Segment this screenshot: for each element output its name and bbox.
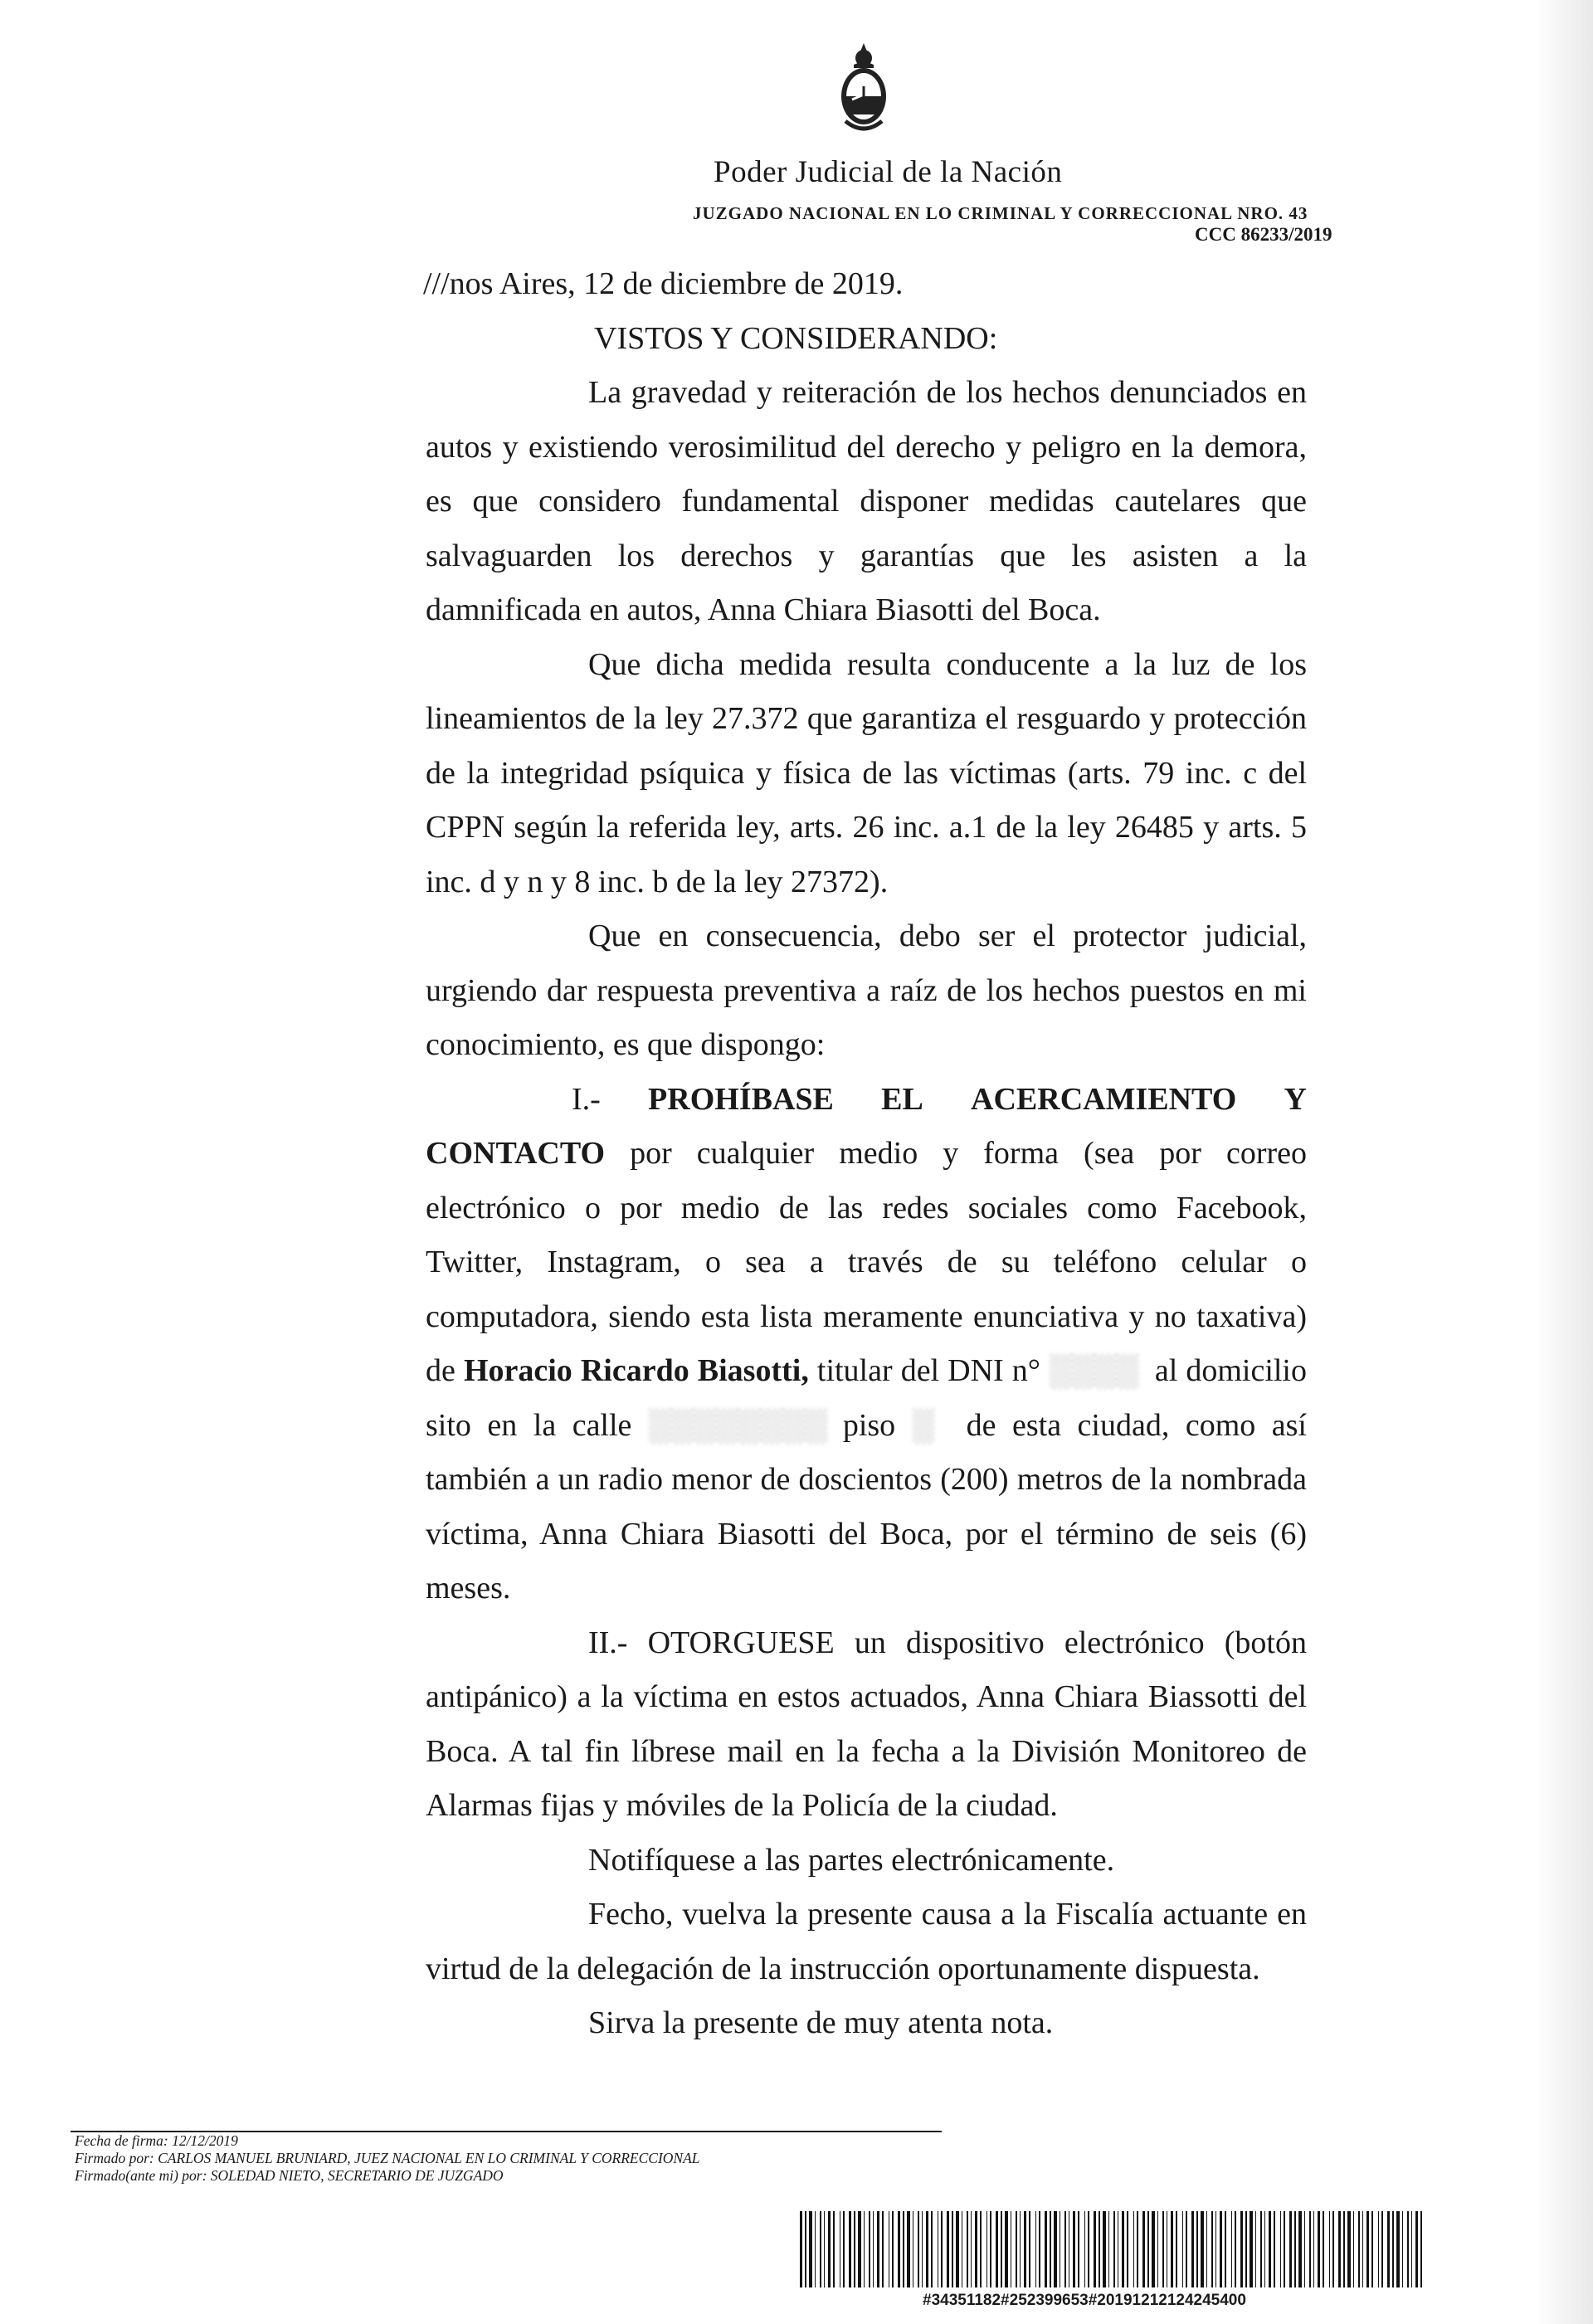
- barcode-bar: [1280, 2211, 1281, 2287]
- barcode-bar: [1358, 2211, 1360, 2287]
- barcode-bar: [1362, 2211, 1363, 2287]
- signature-footer: [75, 2132, 987, 2185]
- barcode-bar: [1415, 2211, 1418, 2287]
- barcode-bar: [1073, 2211, 1075, 2287]
- barcode-bar: [1338, 2211, 1341, 2287]
- barcode-bar: [1323, 2211, 1324, 2287]
- barcode-bar: [1353, 2211, 1354, 2287]
- barcode-bar: [1103, 2211, 1106, 2287]
- item-one-heading: [426, 1073, 1307, 1128]
- barcode-bar: [1191, 2211, 1194, 2287]
- barcode-bar: [947, 2211, 949, 2287]
- barcode-bar: [1016, 2211, 1017, 2287]
- item-one-text-c: al domicilio sito en la calle: [426, 1353, 1307, 1443]
- barcode-bar: [1113, 2211, 1115, 2287]
- signed-by-judge: Firmado por: CARLOS MANUEL BRUNIARD, JUEZ NACIONAL EN LO CRIMINAL Y CORRECCIONAL: [75, 2150, 700, 2166]
- barcode-bar: [1402, 2211, 1403, 2287]
- barcode-bar: [1298, 2211, 1302, 2287]
- barcode-bar: [1186, 2211, 1187, 2287]
- barcode-bar: [996, 2211, 998, 2287]
- barcode-bar: [990, 2211, 991, 2287]
- closing-line: Sirva la presente de muy atenta nota.: [588, 2005, 1054, 2040]
- barcode-bar: [922, 2211, 923, 2287]
- barcode-bar: [1411, 2211, 1412, 2287]
- barcode-bar: [1020, 2211, 1021, 2287]
- barcode-bar: [1206, 2211, 1207, 2287]
- barcode-bar: [1162, 2211, 1164, 2287]
- barcode-bar: [1152, 2211, 1155, 2287]
- item-one-text-b: titular del DNI n°: [808, 1353, 1040, 1388]
- barcode-bar: [918, 2211, 919, 2287]
- barcode-bar: [1318, 2211, 1320, 2287]
- signature-date: Fecha de firma: 12/12/2019: [75, 2132, 238, 2149]
- date-line: ///nos Aires, 12 de diciembre de 2019.: [423, 266, 904, 301]
- barcode-bar: [903, 2211, 904, 2287]
- barcode-bar: [1176, 2211, 1177, 2287]
- barcode-bar: [1420, 2211, 1422, 2287]
- barcode-bar: [864, 2211, 865, 2287]
- barcode-bar: [1039, 2211, 1040, 2287]
- barcode-bar: [1245, 2211, 1247, 2287]
- barcode-bar: [986, 2211, 987, 2287]
- barcode-bar: [1137, 2211, 1138, 2287]
- barcode-bar: [1029, 2211, 1030, 2287]
- barcode-bar: [1274, 2211, 1275, 2287]
- institution-title: Poder Judicial de la Nación: [714, 155, 1063, 189]
- barcode-bar: [1309, 2211, 1311, 2287]
- barcode-bar: [1235, 2211, 1236, 2287]
- barcode-bar: [1255, 2211, 1256, 2287]
- court-name: JUZGADO NACIONAL EN LO CRIMINAL Y CORRECCIONAL NRO. 43: [693, 203, 1308, 223]
- page-edge-shadow: [1535, 0, 1593, 2324]
- barcode-bar: [1289, 2211, 1292, 2287]
- barcode-bar: [869, 2211, 870, 2287]
- barcode-bar: [1343, 2211, 1345, 2287]
- barcode-bar: [1182, 2211, 1183, 2287]
- barcode-bar: [1084, 2211, 1085, 2287]
- barcode-bar: [1264, 2211, 1265, 2287]
- barcode-bar: [892, 2211, 894, 2287]
- item-one-text-a: por cualquier medio y forma (sea por correo electrónico o por medio de las redes sociales como Facebook, Twitter, Instagram, o sea a través de su teléfono celular o computadora, siendo esta lista meramente enunciativa y no taxativa) de: [426, 1136, 1307, 1388]
- barcode-bar: [1225, 2211, 1226, 2287]
- barcode-bar: [980, 2211, 982, 2287]
- item-two-paragraph: II.- OTORGUESE un dispositivo electrónico (botón antipánico) a la víctima en estos actuados, Anna Chiara Biassotti del Boca. A tal fin líbrese mail en la fecha a la División Monitoreo de Alarmas fijas y móviles de la Policía de la ciudad.: [426, 1625, 1307, 1823]
- barcode-bar: [1035, 2211, 1036, 2287]
- barcode-bar: [1099, 2211, 1100, 2287]
- barcode-bar: [1157, 2211, 1158, 2287]
- vistos-heading: VISTOS Y CONSIDERANDO:: [594, 320, 998, 356]
- barcode-bar: [952, 2211, 953, 2287]
- barcode-bar: [1396, 2211, 1400, 2287]
- barcode-bar: [849, 2211, 851, 2287]
- item-one-numeral: I.-: [572, 1081, 601, 1117]
- barcode-bar: [1054, 2211, 1057, 2287]
- barcode-bar: [873, 2211, 874, 2287]
- barcode-bar: [800, 2211, 802, 2287]
- barcode-bar: [1366, 2211, 1369, 2287]
- paragraph-consecuencia: Que en consecuencia, debo ser el protector judicial, urgiendo dar respuesta preventiva a raíz de los hechos puestos en mi conocimiento, es que dispongo:: [426, 918, 1307, 1062]
- resolution-body: [423, 257, 1307, 2051]
- barcode-bar: [828, 2211, 831, 2287]
- barcode-bar: [1005, 2211, 1008, 2287]
- fecho-paragraph: Fecho, vuelva la presente causa a la Fiscalía actuante en virtud de la delegación de la instrucción oportunamente dispuesta.: [426, 1897, 1307, 1986]
- barcode-bar: [820, 2211, 821, 2287]
- barcode-bar: [882, 2211, 884, 2287]
- item-one-paragraph: [426, 1127, 1307, 1616]
- barcode-bar: [975, 2211, 977, 2287]
- barcode-bar: [1215, 2211, 1216, 2287]
- barcode-bar: [1329, 2211, 1330, 2287]
- barcode-bar: [815, 2211, 816, 2287]
- barcode-bar: [898, 2211, 900, 2287]
- barcode-bar: [1045, 2211, 1047, 2287]
- barcode-bar: [1387, 2211, 1390, 2287]
- barcode-bar: [967, 2211, 968, 2287]
- item-one-contacto: CONTACTO: [426, 1136, 606, 1171]
- barcode-bar: [1407, 2211, 1409, 2287]
- barcode-bar: [1392, 2211, 1394, 2287]
- barcode-bar: [805, 2211, 806, 2287]
- item-one-word-2: EL: [881, 1081, 923, 1117]
- barcode-bar: [1142, 2211, 1145, 2287]
- barcode-bar: [971, 2211, 972, 2287]
- barcode-bar: [1122, 2211, 1124, 2287]
- barcode-bar: [833, 2211, 835, 2287]
- barcode-bar: [1133, 2211, 1134, 2287]
- notify-line: Notifíquese a las partes electrónicamente.: [588, 1842, 1115, 1878]
- barcode-bar: [1304, 2211, 1305, 2287]
- barcode-bar: [1064, 2211, 1066, 2287]
- barcode-image: [800, 2211, 1430, 2287]
- paragraph-ley-27372: Que dicha medida resulta conducente a la luz de los lineamientos de la ley 27.372 que garantiza el resguardo y protección de la integridad psíquica y física de las víctimas (arts. 79 inc. c del CPPN según la referida ley, arts. 26 inc. a.1 de la ley 26485 y arts. 5 inc. d y n y 8 inc. b de la ley 27372).: [426, 646, 1307, 899]
- barcode-bar: [843, 2211, 845, 2287]
- barcode-bar: [1284, 2211, 1285, 2287]
- barcode-bar: [1240, 2211, 1243, 2287]
- barcode-bar: [1381, 2211, 1383, 2287]
- barcode-bar: [1088, 2211, 1089, 2287]
- barcode-bar: [1196, 2211, 1198, 2287]
- item-one-word-4: Y: [1284, 1081, 1307, 1117]
- barcode-bar: [926, 2211, 928, 2287]
- item-one-word-1: PROHÍBASE: [648, 1081, 834, 1117]
- barcode-bar: [1231, 2211, 1232, 2287]
- item-one-text-e: de esta ciudad, como así también a un radio menor de doscientos (200) metros de la nombrada víctima, Anna Chiara Biasotti del Boca, por el término de seis (6) meses.: [426, 1407, 1307, 1605]
- barcode-bar: [1220, 2211, 1222, 2287]
- barcode-bar: [1108, 2211, 1109, 2287]
- barcode-bar: [1050, 2211, 1051, 2287]
- barcode-bar: [1347, 2211, 1351, 2287]
- barcode-bar: [907, 2211, 910, 2287]
- barcode-bar: [1211, 2211, 1213, 2287]
- accused-name: Horacio Ricardo Biasotti,: [463, 1353, 809, 1388]
- barcode-bar: [1001, 2211, 1002, 2287]
- paragraph-gravedad: La gravedad y reiteración de los hechos denunciados en autos y existiendo verosimilitud del derecho y peligro en la demora, es que considero fundamental disponer medidas cautelares que salvaguarden los derechos y garantías que les asisten a la damnificada en autos, Anna Chiara Biasotti del Boca.: [426, 375, 1307, 627]
- barcode-bar: [1078, 2211, 1079, 2287]
- barcode-bar: [1378, 2211, 1379, 2287]
- redacted-dni: ░░░░: [1040, 1353, 1147, 1388]
- barcode-bar: [1201, 2211, 1204, 2287]
- item-one-word-3: ACERCAMIENTO: [971, 1081, 1237, 1117]
- barcode-bar: [1171, 2211, 1173, 2287]
- item-one-text-d: piso: [826, 1407, 912, 1443]
- barcode-bar: [858, 2211, 861, 2287]
- barcode-bar: [1260, 2211, 1262, 2287]
- national-coat-of-arms-icon: [834, 40, 894, 139]
- barcode-bar: [931, 2211, 933, 2287]
- barcode-bar: [1269, 2211, 1271, 2287]
- barcode-bar: [1147, 2211, 1149, 2287]
- barcode-bar: [854, 2211, 855, 2287]
- barcode-bar: [1127, 2211, 1128, 2287]
- case-number: CCC 86233/2019: [1195, 224, 1332, 245]
- barcode-number: #34351182#252399653#20191212124245400: [923, 2292, 1246, 2309]
- barcode-bar: [824, 2211, 825, 2287]
- barcode-bar: [1024, 2211, 1026, 2287]
- barcode-bar: [1294, 2211, 1296, 2287]
- signed-by-secretary: Firmado(ante mi) por: SOLEDAD NIETO, SECRETARIO DE JUZGADO: [75, 2167, 504, 2184]
- barcode-bar: [1250, 2211, 1253, 2287]
- barcode-bar: [809, 2211, 812, 2287]
- barcode-bar: [1371, 2211, 1373, 2287]
- barcode-bar: [1094, 2211, 1096, 2287]
- barcode-bar: [1332, 2211, 1334, 2287]
- redacted-address: ░░░░░░░░: [647, 1407, 827, 1443]
- barcode-bar: [1313, 2211, 1314, 2287]
- redacted-floor: ░: [911, 1407, 951, 1443]
- barcode-bar: [941, 2211, 943, 2287]
- barcode-bar: [956, 2211, 959, 2287]
- barcode-bar: [877, 2211, 879, 2287]
